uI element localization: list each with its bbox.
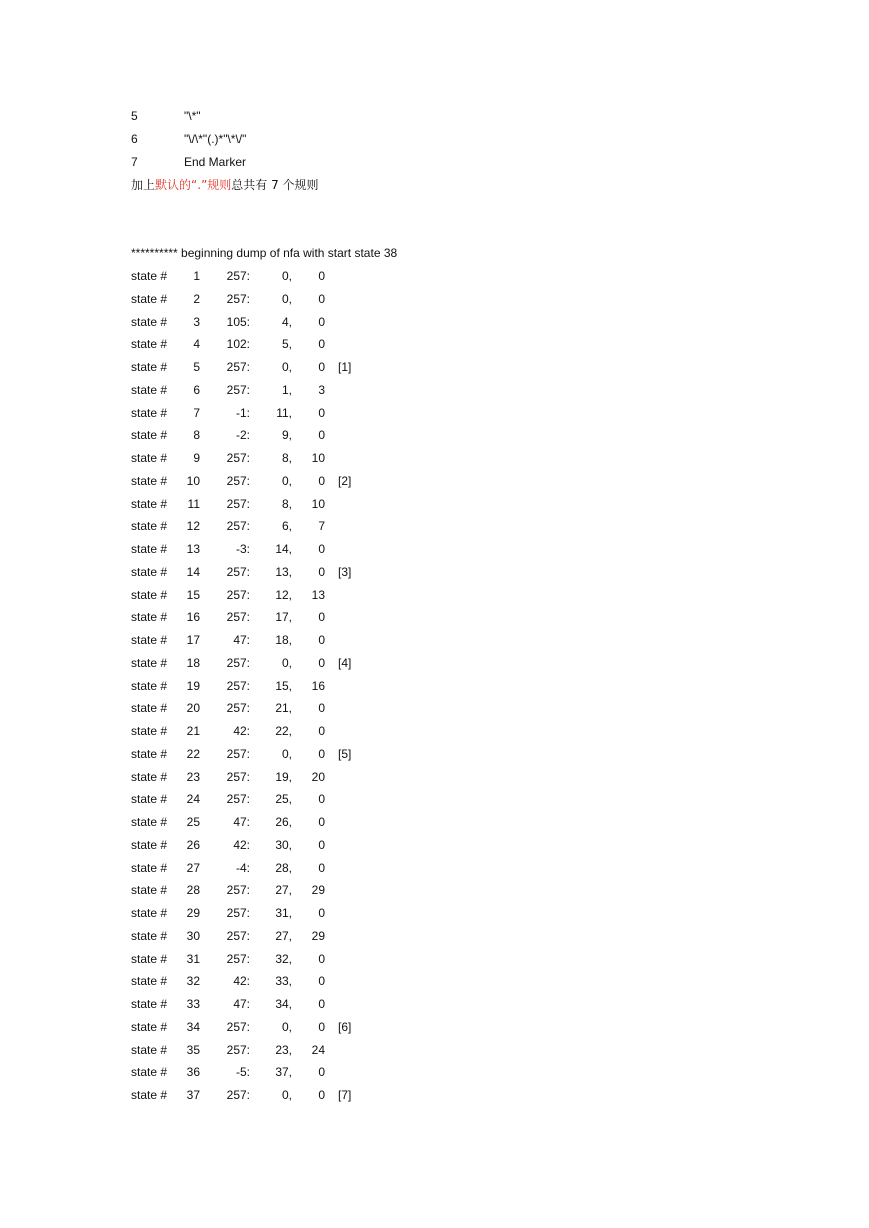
summary-part-1: 加上 [131,178,156,192]
state-next1: 14, [275,542,292,556]
state-label: state # [131,701,168,716]
nfa-state-row [131,404,451,422]
state-number: 12 [186,519,200,534]
nfa-state-row [131,267,451,285]
state-next2: 0 [318,428,325,443]
state-next1: 27, [275,883,292,898]
state-number: 17 [186,633,200,647]
rule-number: 6 [131,132,138,146]
nfa-state-row [131,859,451,877]
nfa-state-row [131,631,451,649]
state-next1: 0, [281,746,292,761]
state-edge: 257: [226,382,250,397]
state-next1: 26, [275,815,292,829]
state-edge: 257: [226,906,250,920]
state-next2: 0 [318,837,325,852]
state-next1: 0, [281,655,292,670]
nfa-state-row [131,1063,451,1081]
rule-row-6 [131,130,247,148]
state-next1: 34, [275,997,292,1011]
state-number: 31 [186,951,200,966]
state-edge: 257: [226,769,250,784]
state-next2: 0 [318,1019,325,1034]
nfa-state-row [131,495,451,513]
nfa-state-row [131,927,451,945]
state-next2: 10 [311,496,325,511]
nfa-state-row [131,881,451,899]
state-next1: 0, [281,1088,292,1102]
state-next2: 0 [318,473,325,488]
nfa-state-row [131,449,451,467]
state-edge: 47: [233,633,250,647]
state-number: 13 [186,542,200,556]
state-next2: 0 [318,815,325,829]
state-accept: [4] [338,655,352,670]
state-label: state # [131,974,168,989]
state-label: state # [131,360,168,374]
state-number: 27 [186,860,200,875]
nfa-state-row [131,677,451,695]
state-label: state # [131,724,168,738]
state-label: state # [131,564,168,579]
state-next2: 0 [318,291,325,306]
state-number: 33 [186,997,200,1011]
rule-row-7 [131,153,247,171]
state-label: state # [131,405,168,420]
state-next1: 37, [275,1065,292,1080]
state-number: 35 [186,1042,200,1057]
state-edge: 257: [226,1042,250,1057]
state-number: 23 [186,769,200,784]
state-label: state # [131,314,168,329]
nfa-state-row [131,790,451,808]
state-number: 16 [186,610,200,625]
state-label: state # [131,883,168,898]
state-label: state # [131,746,168,761]
state-label: state # [131,610,168,625]
state-accept: [1] [338,360,352,374]
state-edge: 257: [226,519,250,534]
state-edge: 42: [233,837,250,852]
state-number: 1 [193,269,200,283]
nfa-state-row [131,381,451,399]
state-number: 10 [186,473,200,488]
state-next1: 8, [281,496,292,511]
state-next2: 0 [318,655,325,670]
state-number: 30 [186,928,200,943]
nfa-state-row [131,654,451,672]
state-label: state # [131,291,168,306]
rule-pattern: "\/\*"(.)*"\*\/" [184,132,247,146]
state-number: 4 [193,337,200,352]
state-label: state # [131,951,168,966]
state-edge: 257: [226,792,250,807]
state-edge: 257: [226,291,250,306]
nfa-state-row [131,836,451,854]
state-accept: [3] [338,564,352,579]
nfa-state-row [131,608,451,626]
state-edge: 257: [226,587,250,602]
rule-pattern: "\*" [184,109,201,123]
nfa-state-row [131,472,451,490]
state-edge: 257: [226,678,250,693]
rule-row-5 [131,107,201,125]
state-next1: 25, [275,792,292,807]
state-number: 14 [186,564,200,579]
state-edge: 257: [226,928,250,943]
state-number: 32 [186,974,200,989]
nfa-state-row [131,722,451,740]
state-next2: 10 [311,451,325,465]
state-label: state # [131,997,168,1011]
state-edge: 257: [226,496,250,511]
state-number: 6 [193,382,200,397]
state-next2: 0 [318,337,325,352]
state-label: state # [131,1065,168,1080]
state-next2: 0 [318,564,325,579]
state-label: state # [131,542,168,556]
nfa-state-row [131,1041,451,1059]
state-next2: 0 [318,633,325,647]
state-edge: 47: [233,815,250,829]
state-number: 21 [186,724,200,738]
state-next2: 0 [318,974,325,989]
state-accept: [6] [338,1019,352,1034]
state-edge: 257: [226,610,250,625]
state-number: 5 [193,360,200,374]
state-edge: 257: [226,883,250,898]
state-next1: 21, [275,701,292,716]
state-next1: 11, [276,405,292,420]
state-edge: 257: [226,746,250,761]
state-edge: 257: [226,564,250,579]
state-label: state # [131,769,168,784]
state-next2: 0 [318,269,325,283]
state-label: state # [131,269,168,283]
state-next2: 16 [311,678,325,693]
state-edge: 257: [226,451,250,465]
state-label: state # [131,587,168,602]
nfa-state-row [131,517,451,535]
state-accept: [5] [338,746,352,761]
state-number: 3 [193,314,200,329]
state-edge: 102: [226,337,250,352]
state-number: 37 [186,1088,200,1102]
nfa-state-row [131,563,451,581]
state-next2: 24 [311,1042,325,1057]
rule-number: 5 [131,109,138,123]
state-next2: 0 [318,701,325,716]
summary-part-5: 总共有 7 个规则 [231,178,319,192]
state-next1: 32, [275,951,292,966]
state-next2: 0 [318,951,325,966]
summary-part-4: 规则 [207,178,232,192]
state-next2: 0 [318,792,325,807]
state-accept: [7] [338,1088,352,1102]
state-next2: 0 [318,860,325,875]
state-label: state # [131,792,168,807]
rule-summary-sentence [131,175,319,195]
state-next2: 0 [318,997,325,1011]
state-next2: 0 [318,724,325,738]
state-next1: 18, [275,633,292,647]
state-next2: 3 [318,382,325,397]
state-edge: 257: [226,360,250,374]
state-next1: 0, [281,291,292,306]
state-next1: 28, [275,860,292,875]
nfa-state-row [131,313,451,331]
nfa-state-row [131,699,451,717]
nfa-state-row [131,335,451,353]
rule-number: 7 [131,155,138,169]
state-next1: 0, [281,269,292,283]
state-next2: 29 [311,928,325,943]
state-accept: [2] [338,473,352,488]
state-next2: 13 [311,587,325,602]
state-number: 8 [193,428,200,443]
state-label: state # [131,519,168,534]
nfa-state-row [131,1086,451,1104]
state-label: state # [131,382,168,397]
nfa-state-row [131,904,451,922]
nfa-state-row [131,426,451,444]
state-label: state # [131,928,168,943]
state-label: state # [131,337,168,352]
state-number: 20 [186,701,200,716]
state-next1: 17, [275,610,292,625]
state-number: 24 [186,792,200,807]
state-next1: 22, [275,724,292,738]
state-next1: 15, [275,678,292,693]
state-edge: 257: [226,1088,250,1102]
state-number: 34 [186,1019,200,1034]
state-label: state # [131,860,168,875]
summary-part-2: 默认的 [155,178,192,192]
nfa-state-row [131,813,451,831]
state-edge: 257: [226,655,250,670]
nfa-state-row [131,1018,451,1036]
state-next1: 33, [275,974,292,989]
state-next2: 29 [311,883,325,898]
state-label: state # [131,906,168,920]
state-label: state # [131,655,168,670]
nfa-state-row [131,972,451,990]
state-next1: 8, [281,451,292,465]
state-edge: 257: [226,473,250,488]
state-label: state # [131,837,168,852]
state-edge: 42: [233,724,250,738]
nfa-state-row [131,358,451,376]
state-label: state # [131,496,168,511]
state-next1: 12, [275,587,292,602]
state-label: state # [131,428,168,443]
state-label: state # [131,678,168,693]
state-edge: 257: [226,269,250,283]
state-next2: 0 [318,746,325,761]
state-next1: 5, [281,337,292,352]
nfa-state-row [131,290,451,308]
nfa-dump-header: ********** beginning dump of nfa with start state 38 [131,246,398,260]
state-edge: -2: [235,428,250,443]
state-label: state # [131,633,168,647]
state-next2: 0 [318,906,325,920]
state-next1: 1, [281,382,292,397]
state-next1: 0, [281,473,292,488]
rule-pattern: End Marker [184,155,247,169]
nfa-state-row [131,768,451,786]
state-edge: -3: [235,542,250,556]
state-edge: 47: [233,997,250,1011]
state-edge: -5: [235,1065,250,1080]
state-number: 7 [193,405,200,420]
state-next1: 13, [275,564,292,579]
state-next1: 30, [275,837,292,852]
state-number: 2 [193,291,200,306]
nfa-state-row [131,745,451,763]
state-label: state # [131,451,168,465]
state-next1: 4, [281,314,292,329]
state-edge: 105: [226,314,250,329]
state-number: 15 [186,587,200,602]
state-number: 9 [193,451,200,465]
nfa-state-row [131,995,451,1013]
state-next2: 0 [318,610,325,625]
state-next2: 20 [311,769,325,784]
state-next2: 0 [318,1088,325,1102]
state-number: 29 [186,906,200,920]
state-next1: 19, [275,769,292,784]
state-next1: 31, [275,906,292,920]
state-number: 18 [186,655,200,670]
state-label: state # [131,815,168,829]
state-next2: 0 [318,314,325,329]
nfa-state-row [131,540,451,558]
state-edge: -1: [235,405,250,420]
state-number: 26 [186,837,200,852]
state-next1: 0, [281,1019,292,1034]
state-label: state # [131,1019,168,1034]
state-next1: 0, [281,360,292,374]
state-next2: 7 [318,519,325,534]
state-next1: 27, [275,928,292,943]
state-edge: 257: [226,701,250,716]
state-label: state # [131,1042,168,1057]
state-number: 25 [186,815,200,829]
state-next2: 0 [318,360,325,374]
state-edge: -4: [235,860,250,875]
nfa-state-row [131,586,451,604]
nfa-state-row [131,950,451,968]
state-next1: 23, [275,1042,292,1057]
state-label: state # [131,1088,168,1102]
state-next2: 0 [318,1065,325,1080]
state-edge: 42: [233,974,250,989]
state-edge: 257: [226,1019,250,1034]
state-next2: 0 [318,405,325,420]
state-next1: 6, [281,519,292,534]
state-number: 28 [186,883,200,898]
summary-part-3: “.” [191,178,208,192]
state-edge: 257: [226,951,250,966]
state-number: 19 [186,678,200,693]
state-label: state # [131,473,168,488]
state-number: 22 [186,746,200,761]
state-number: 36 [186,1065,200,1080]
state-next1: 9, [281,428,292,443]
state-number: 11 [187,496,200,511]
state-next2: 0 [318,542,325,556]
